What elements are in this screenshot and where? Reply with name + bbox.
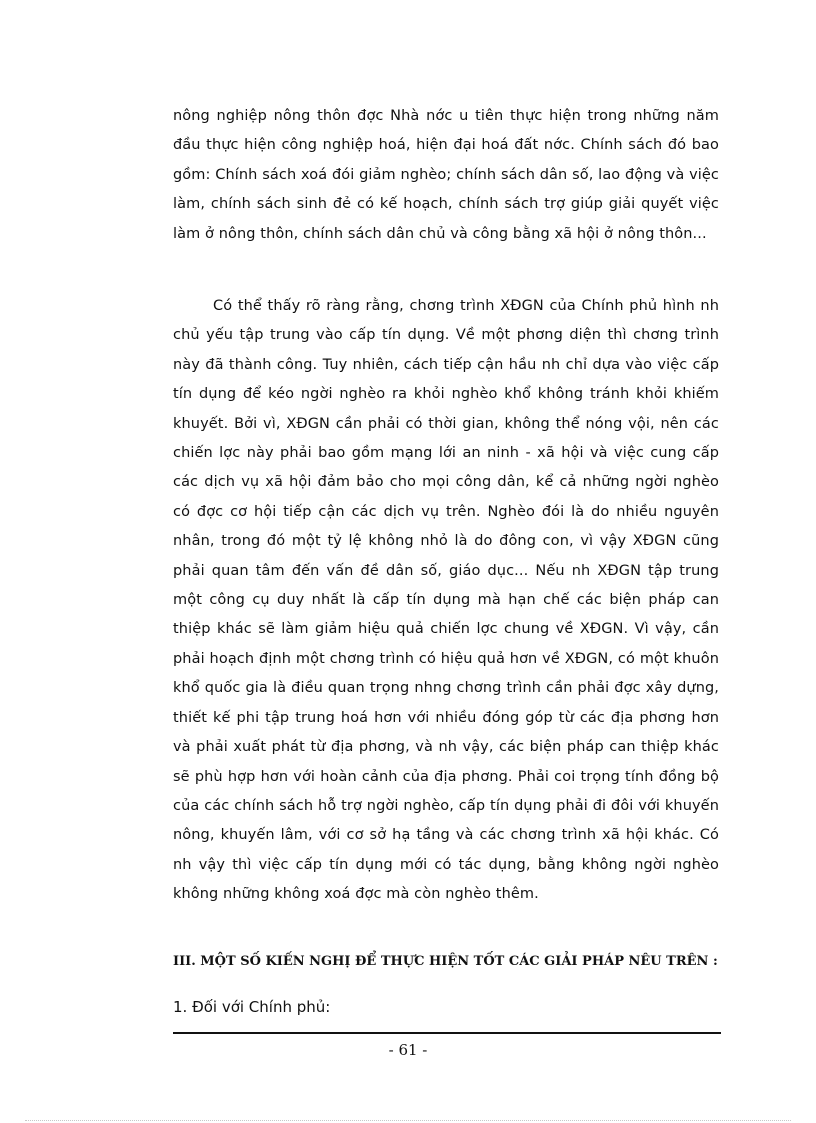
page-bottom-border bbox=[25, 1120, 791, 1121]
subsection-heading: 1. Đối với Chính phủ: bbox=[173, 998, 331, 1016]
page-number: - 61 - bbox=[388, 1041, 428, 1059]
paragraph-xdgn-analysis: Có thể thấy rõ ràng rằng, chơng trình XĐGN của Chính phủ hình nh chủ yếu tập trung vào cấp tín dụng. Về một phơng diện thì chơng trình này đã thành công. Tuy nhiên, cách tiếp cận hầu nh chỉ dựa vào việc cấp tín dụng để kéo ngời nghèo ra khỏi nghèo khổ không tránh khỏi khiếm khuyết. Bởi vì, XĐGN cần phải có thời gian, không thể nóng vội, nên các chiến lợc này phải bao gồm mạng lới an ninh - xã hội và việc cung cấp các dịch vụ xã hội đảm bảo cho mọi công dân, kể cả những ngời nghèo có đợc cơ hội tiếp cận các dịch vụ trên. Nghèo đói là do nhiều nguyên nhân, trong đó một tỷ lệ không nhỏ là do đông con, vì vậy XĐGN cũng phải quan tâm đến vấn đề dân số, giáo dục... Nếu nh XĐGN tập trung một công cụ duy nhất là cấp tín dụng mà hạn chế các biện pháp can thiệp khác sẽ làm giảm hiệu quả chiến lợc chung về XĐGN. Vì vậy, cần phải hoạch định một chơng trình có hiệu quả hơn về XĐGN, có một khuôn khổ quốc gia là điều quan trọng nhng chơng trình cần phải đợc xây dựng, thiết kế phi tập trung hoá hơn với nhiều đóng góp từ các địa phơng hơn và phải xuất phát từ địa phơng, và nh vậy, các biện pháp can thiệp khác sẽ phù hợp hơn với hoàn cảnh của địa phơng. Phải coi trọng tính đồng bộ của các chính sách hỗ trợ ngời nghèo, cấp tín dụng phải đi đôi với khuyến nông, khuyến lâm, với cơ sở hạ tầng và các chơng trình xã hội khác. Có nh vậy thì việc cấp tín dụng mới có tác dụng, bằng không ngời nghèo không những không xoá đợc mà còn nghèo thêm. bbox=[173, 298, 719, 903]
section-heading: III. MỘT SỐ KIẾN NGHỊ ĐỂ THỰC HIỆN TỐT CÁC GIẢI PHÁP NÊU TRÊN : bbox=[173, 954, 718, 969]
paragraph-continuation: nông nghiệp nông thôn đợc Nhà nớc u tiên thực hiện trong những năm đầu thực hiện công nghiệp hoá, hiện đại hoá đất nớc. Chính sách đó bao gồm: Chính sách xoá đói giảm nghèo; chính sách dân số, lao động và việc làm, chính sách sinh đẻ có kế hoạch, chính sách trợ giúp giải quyết việc làm ở nông thôn, chính sách dân chủ và công bằng xã hội ở nông thôn... bbox=[173, 108, 719, 242]
footer-rule bbox=[173, 1032, 721, 1034]
